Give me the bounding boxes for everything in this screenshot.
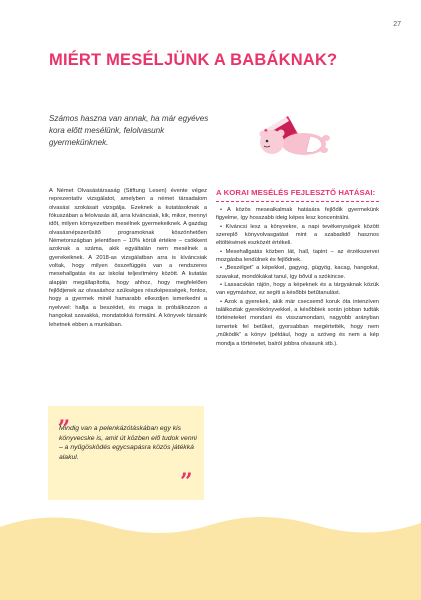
page-number: 27 <box>393 21 401 28</box>
list-item <box>216 223 379 248</box>
list-item-text: „Beszélget” a képekkel, gagyog, gügyög, kacag, hangokat, szavakat, mondókákat tanul, így bővül a szókincse. <box>216 265 379 280</box>
bullet-icon: • <box>220 265 222 272</box>
list-item-text: Lassacskán rájön, hogy a képeknek és a tárgyaknak közük van egymáshoz, ez segíti a későbbi betűtanulást. <box>216 282 379 297</box>
quote-open-mark: „ <box>58 403 71 429</box>
quote-close-mark: ” <box>180 469 193 495</box>
list-item-text: A közös mesealkalmak hatására fejlődik gyermekünk figyelme, így hosszabb ideig képes lesz koncentrálni. <box>216 207 379 222</box>
list-item <box>216 206 379 223</box>
bullet-icon: • <box>220 207 222 213</box>
list-item <box>216 298 379 348</box>
bullet-icon: • <box>220 223 222 230</box>
list-item <box>216 248 379 265</box>
body-text-left: A Német Olvasástársaság (Stiftung Lesen) évente végez reprezentatív vizsgálatot, amelyben a német társadalom olvasási szokásait vizsgálja. Ezeknek a kutatásoknak a fókuszában a felolvasás áll, arra kíváncsiak, kik, mikor, mennyi időt, milyen környezetben mesélnek gyermekeiknek. A gazdag olvasásnépszerűsítő programoknak köszönhetően Németországban jelentősen – 10% körüli értékre – csökkent azoknak a száma, akik egyáltalán nem mesélnek a gyerekeiknek. A 2018-as vizsgálatban arra is kíváncsiak voltak, hogy milyen összefüggés van a rendszeres mesehallgatás és az iskolai teljesítmény között. A kutatás alapján megállapította, hogy ahhoz, hogy megfelelően fejlődjenek az olvasáshoz szükséges részképességek, fontos, hogy a gyermek minél hamarabb elkezdjen ismerkedni a nyelvvel: hallja a beszédet, és maga is próbálkozzon a hangokat szavakká, mondatokká formálni. A könyvek társaink lehetnek ebben a munkában. <box>49 188 207 328</box>
heading-divider <box>216 201 379 202</box>
baby-reading-illustration <box>236 108 336 168</box>
bullet-icon: • <box>220 248 222 255</box>
benefits-list <box>216 206 379 348</box>
page-title: MIÉRT MESÉLJÜNK A BABÁKNAK? <box>49 51 338 69</box>
decorative-wave <box>0 505 421 600</box>
list-item-text: Kíváncsi lesz a könyvekre, a napi tevékenységek között szereplő könyvolvasgatást mint a szabadidő hasznos eltöltésének eszközét értékeli. <box>216 223 379 247</box>
bullet-icon: • <box>220 298 222 305</box>
bullet-icon: • <box>220 282 222 289</box>
list-item <box>216 281 379 298</box>
list-item <box>216 264 379 281</box>
section-heading: A KORAI MESÉLÉS FEJLESZTŐ HATÁSAI: <box>216 188 376 197</box>
quote-text: Mindig van a pelenkázótáskában egy kis könyvecske is, amit út közben elő tudok venni – a nyűgösködés egycsapásra közös játékká alakul. <box>59 425 197 461</box>
list-item-text: Azok a gyerekek, akik már csecsemő koruk óta intenzíven találkoztak gyerekkönyvekkel, a későbbiek során jobban tudták történeteket mondani és visszamondani, nagyobb arányban ismertek fel betűket, gyorsabban megértették, hogy nem „működik” a könyv (például, hogy a szöveg és nem a kép mondja a történetet, balról jobbra olvasunk stb.). <box>216 298 379 347</box>
intro-text: Számos haszna van annak, ha már egyéves kora előtt mesélünk, felolvasunk gyermekünknek. <box>49 114 209 147</box>
list-item-text: Mesehallgatás közben lát, hall, tapint – az érzékszervei mozgásba lendülnek és fejlődnek. <box>216 248 379 264</box>
